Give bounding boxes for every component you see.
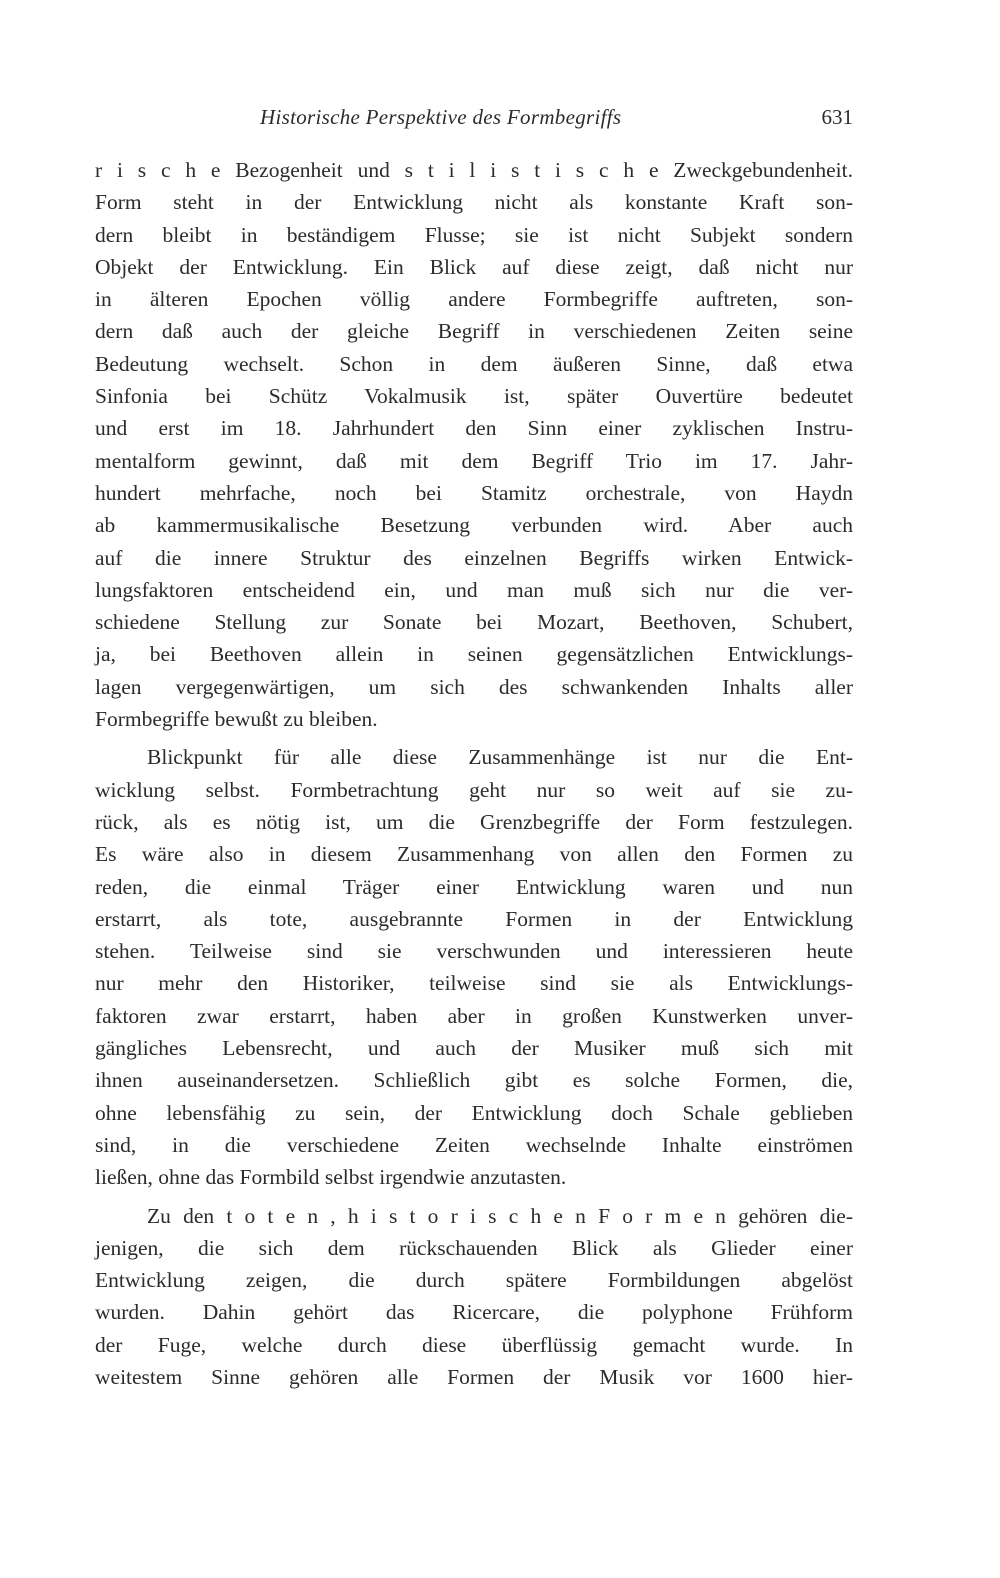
text-line: jenigen, die sich dem rückschauenden Blick als Glieder einer	[95, 1235, 853, 1260]
page-number: 631	[821, 105, 853, 129]
text-line: hundert mehrfache, noch bei Stamitz orchestrale, von Haydn	[95, 480, 853, 505]
text-line: Sinfonia bei Schütz Vokalmusik ist, später Ouvertüre bedeutet	[95, 384, 853, 409]
text-line: Form steht in der Entwicklung nicht als konstante Kraft son-	[95, 190, 853, 215]
text-line: in älteren Epochen völlig andere Formbegriffe auftreten, son-	[95, 287, 853, 312]
text-line: und erst im 18. Jahrhundert den Sinn einer zyklischen Instru-	[95, 416, 853, 441]
text-line: gängliches Lebensrecht, und auch der Musiker muß sich mit	[95, 1036, 853, 1061]
text-line: Formbegriffe bewußt zu bleiben.	[95, 707, 378, 732]
text-line: Blickpunkt für alle diese Zusammenhänge ist nur die Ent-	[147, 745, 853, 770]
text-line: Objekt der Entwicklung. Ein Blick auf diese zeigt, daß nicht nur	[95, 254, 853, 279]
text-line: rück, als es nötig ist, um die Grenzbegriffe der Form festzulegen.	[95, 809, 853, 834]
text-line: ließen, ohne das Formbild selbst irgendwie anzutasten.	[95, 1165, 567, 1190]
text-line: der Fuge, welche durch diese überflüssig gemacht wurde. In	[95, 1332, 853, 1357]
text-line: ab kammermusikalische Besetzung verbunden wird. Aber auch	[95, 513, 853, 538]
text-line: Entwicklung zeigen, die durch spätere Formbildungen abgelöst	[95, 1268, 853, 1293]
text-line: nur mehr den Historiker, teilweise sind sie als Entwicklungs-	[95, 971, 853, 996]
paragraph	[95, 1200, 853, 1394]
text-line: sind, in die verschiedene Zeiten wechselnde Inhalte einströmen	[95, 1132, 853, 1157]
text-line: stehen. Teilweise sind sie verschwunden und interessieren heute	[95, 939, 853, 964]
text-line: faktoren zwar erstarrt, haben aber in großen Kunstwerken unver-	[95, 1003, 853, 1028]
text-line: Zu den t o t e n , h i s t o r i s c h e n F o r m e n gehören die-	[147, 1203, 853, 1228]
text-line: weitestem Sinne gehören alle Formen der Musik vor 1600 hier-	[95, 1364, 853, 1389]
text-line: ohne lebensfähig zu sein, der Entwicklung doch Schale geblieben	[95, 1100, 853, 1125]
text-line: ihnen auseinandersetzen. Schließlich gibt es solche Formen, die,	[95, 1068, 853, 1093]
text-line: Es wäre also in diesem Zusammenhang von allen den Formen zu	[95, 842, 853, 867]
text-line: schiedene Stellung zur Sonate bei Mozart, Beethoven, Schubert,	[95, 610, 853, 635]
text-line: dern bleibt in beständigem Flusse; sie ist nicht Subjekt sondern	[95, 222, 853, 247]
text-line: dern daß auch der gleiche Begriff in verschiedenen Zeiten seine	[95, 319, 853, 344]
running-head	[95, 100, 853, 134]
text-line: erstarrt, als tote, ausgebrannte Formen in der Entwicklung	[95, 906, 853, 931]
text-line: mentalform gewinnt, daß mit dem Begriff Trio im 17. Jahr-	[95, 448, 853, 473]
text-line: lungsfaktoren entscheidend ein, und man muß sich nur die ver-	[95, 577, 853, 602]
text-line: reden, die einmal Träger einer Entwicklung waren und nun	[95, 874, 853, 899]
text-line: wurden. Dahin gehört das Ricercare, die polyphone Frühform	[95, 1300, 853, 1325]
running-title: Historische Perspektive des Formbegriffs	[260, 105, 622, 129]
text-line: ja, bei Beethoven allein in seinen gegensätzlichen Entwicklungs-	[95, 642, 853, 667]
paragraph	[95, 154, 853, 735]
text-line: lagen vergegenwärtigen, um sich des schwankenden Inhalts aller	[95, 674, 853, 699]
text-line: wicklung selbst. Formbetrachtung geht nur so weit auf sie zu-	[95, 777, 853, 802]
paragraph	[95, 741, 853, 1193]
body-text	[95, 154, 853, 1393]
text-line: Bedeutung wechselt. Schon in dem äußeren Sinne, daß etwa	[95, 351, 853, 376]
text-line: auf die innere Struktur des einzelnen Begriffs wirken Entwick-	[95, 545, 853, 570]
text-line: r i s c h e Bezogenheit und s t i l i s t i s c h e Zweckgebundenheit.	[95, 158, 853, 182]
